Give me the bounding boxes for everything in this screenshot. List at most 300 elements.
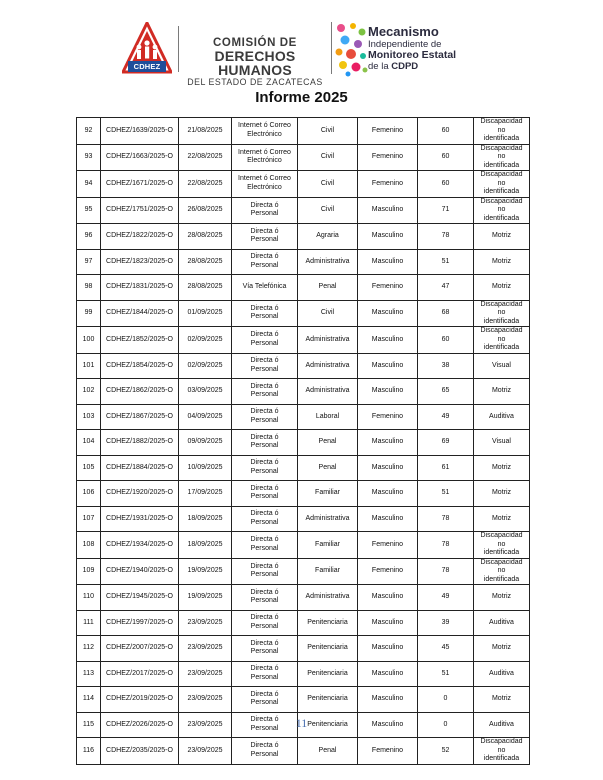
cell-sex: Femenino — [358, 118, 418, 145]
cell-channel-line: Directa ó — [250, 484, 279, 492]
cell-sex: Masculino — [358, 712, 418, 738]
report-table — [76, 117, 530, 765]
org-name-line-2: DERECHOS HUMANOS — [214, 48, 296, 78]
cell-date: 23/09/2025 — [179, 712, 232, 738]
cell-sex: Femenino — [358, 171, 418, 198]
cell-number: 106 — [77, 481, 101, 507]
cell-date: 10/09/2025 — [179, 455, 232, 481]
cell-sex: Masculino — [358, 197, 418, 224]
org-name-line-1: COMISIÓN DE — [213, 37, 297, 49]
cell-sex: Masculino — [358, 636, 418, 662]
cell-channel — [232, 197, 298, 224]
cell-age: 68 — [418, 300, 474, 327]
cell-channel-line: Internet ó Correo — [238, 175, 291, 183]
table-row — [77, 353, 530, 379]
cell-channel-line: Personal — [250, 210, 279, 218]
cell-sex: Masculino — [358, 430, 418, 456]
mecanismo-line-2: Independiente de — [368, 39, 442, 50]
cell-channel — [232, 327, 298, 354]
report-table-body — [77, 118, 530, 765]
cell-sex: Femenino — [358, 144, 418, 171]
cdhez-logo-abbrev: CDHEZ — [128, 61, 166, 72]
cell-case-file: CDHEZ/1931/2025-O — [101, 506, 179, 532]
cell-disability — [474, 636, 530, 662]
cell-disability — [474, 404, 530, 430]
cell-disability — [474, 610, 530, 636]
cell-channel — [232, 687, 298, 713]
cell-matter: Penal — [298, 738, 358, 765]
table-row — [77, 249, 530, 275]
cell-channel-line: Electrónico — [247, 183, 282, 191]
cell-channel — [232, 171, 298, 198]
cell-case-file: CDHEZ/1854/2025-O — [101, 353, 179, 379]
cell-matter: Penitenciaria — [298, 610, 358, 636]
cell-case-file: CDHEZ/1671/2025-O — [101, 171, 179, 198]
cell-matter: Administrativa — [298, 327, 358, 354]
cell-channel-line: Personal — [250, 544, 279, 552]
cell-sex: Masculino — [358, 506, 418, 532]
cell-channel-line: Personal — [250, 622, 279, 630]
cell-date: 17/09/2025 — [179, 481, 232, 507]
cell-channel — [232, 585, 298, 611]
cell-date: 28/08/2025 — [179, 275, 232, 301]
table-row — [77, 171, 530, 198]
cell-age: 60 — [418, 144, 474, 171]
cell-number: 109 — [77, 558, 101, 585]
cell-age: 65 — [418, 379, 474, 405]
cell-disability — [474, 249, 530, 275]
cell-date: 02/09/2025 — [179, 327, 232, 354]
cell-channel — [232, 300, 298, 327]
cell-channel — [232, 430, 298, 456]
cell-disability-line: Visual — [492, 438, 511, 445]
cell-matter: Administrativa — [298, 585, 358, 611]
cell-channel-line: Directa ó — [250, 304, 279, 312]
table-row — [77, 687, 530, 713]
cell-channel-line: Directa ó — [250, 331, 279, 339]
cell-channel-line: Directa ó — [250, 408, 279, 416]
table-row — [77, 506, 530, 532]
cell-disability — [474, 738, 530, 765]
cell-matter: Civil — [298, 300, 358, 327]
report-table-container — [76, 117, 529, 765]
cell-channel-line: Directa ó — [250, 201, 279, 209]
cell-matter: Civil — [298, 197, 358, 224]
cell-channel-line: Personal — [250, 442, 279, 450]
cell-disability-line: identificada — [483, 135, 520, 142]
cell-age: 47 — [418, 275, 474, 301]
cell-matter: Penitenciaria — [298, 687, 358, 713]
cell-disability-line: identificada — [483, 161, 520, 169]
cell-sex: Masculino — [358, 455, 418, 481]
cell-case-file: CDHEZ/1862/2025-O — [101, 379, 179, 405]
cell-case-file: CDHEZ/1882/2025-O — [101, 430, 179, 456]
cell-sex: Masculino — [358, 661, 418, 687]
cell-age: 69 — [418, 430, 474, 456]
cell-disability-line: Motriz — [491, 257, 512, 265]
cell-channel-line: Directa ó — [250, 665, 279, 673]
cell-channel-line: Personal — [250, 648, 279, 656]
cell-matter: Penitenciaria — [298, 636, 358, 662]
cell-case-file: CDHEZ/1823/2025-O — [101, 249, 179, 275]
cell-disability — [474, 144, 530, 171]
cell-disability — [474, 687, 530, 713]
cell-disability-line: Discapacidad no — [480, 738, 523, 754]
cell-disability — [474, 661, 530, 687]
cell-case-file: CDHEZ/1997/2025-O — [101, 610, 179, 636]
table-row — [77, 404, 530, 430]
cdhez-logo — [122, 22, 172, 74]
cell-channel — [232, 610, 298, 636]
cell-disability-line: Discapacidad no — [480, 532, 523, 548]
table-row — [77, 224, 530, 250]
cell-date: 23/09/2025 — [179, 661, 232, 687]
cell-date: 23/09/2025 — [179, 738, 232, 765]
cell-matter: Familiar — [298, 558, 358, 585]
page-number: 11 — [295, 716, 308, 730]
cell-channel-line: Directa ó — [250, 433, 279, 441]
cell-date: 19/09/2025 — [179, 585, 232, 611]
cell-number: 108 — [77, 532, 101, 559]
cell-channel-line: Internet ó Correo — [238, 122, 291, 130]
cell-channel-line: Personal — [250, 416, 279, 424]
cell-channel-line: Internet ó Correo — [238, 148, 291, 156]
cell-case-file: CDHEZ/1884/2025-O — [101, 455, 179, 481]
cell-matter: Administrativa — [298, 353, 358, 379]
cell-disability-line: Discapacidad no — [480, 558, 523, 574]
cell-channel — [232, 506, 298, 532]
cell-disability-line: Motriz — [491, 283, 512, 290]
cell-channel-line: Personal — [250, 724, 279, 732]
cell-channel-line: Directa ó — [250, 716, 279, 724]
cell-channel-line: Directa ó — [250, 588, 279, 596]
cell-channel-line: Directa ó — [250, 382, 279, 390]
cell-matter: Laboral — [298, 404, 358, 430]
cell-date: 03/09/2025 — [179, 379, 232, 405]
cell-case-file: CDHEZ/2035/2025-O — [101, 738, 179, 765]
cell-disability — [474, 353, 530, 379]
mecanismo-line-3: Monitoreo Estatal — [368, 49, 457, 61]
cell-sex: Masculino — [358, 687, 418, 713]
cell-age: 60 — [418, 118, 474, 145]
cell-age: 0 — [418, 712, 474, 738]
cell-number: 97 — [77, 249, 101, 275]
table-row — [77, 481, 530, 507]
cell-date: 02/09/2025 — [179, 353, 232, 379]
cell-date: 01/09/2025 — [179, 300, 232, 327]
cell-sex: Masculino — [358, 379, 418, 405]
cell-channel — [232, 636, 298, 662]
cell-channel-line: Personal — [250, 571, 279, 579]
table-row — [77, 430, 530, 456]
cell-disability-line: Motriz — [491, 463, 512, 471]
cell-case-file: CDHEZ/1920/2025-O — [101, 481, 179, 507]
table-row — [77, 738, 530, 765]
cell-channel — [232, 661, 298, 687]
cell-sex: Femenino — [358, 532, 418, 559]
cell-disability — [474, 558, 530, 585]
cell-age: 49 — [418, 404, 474, 430]
cell-date: 19/09/2025 — [179, 558, 232, 585]
cell-disability — [474, 379, 530, 405]
table-row — [77, 558, 530, 585]
header-divider — [178, 26, 179, 72]
cell-number: 116 — [77, 738, 101, 765]
cell-disability-line: identificada — [483, 317, 520, 325]
cell-channel-line: Personal — [250, 313, 279, 321]
cell-number: 92 — [77, 118, 101, 145]
document-header — [0, 0, 603, 87]
cell-matter: Familiar — [298, 532, 358, 559]
cell-date: 18/09/2025 — [179, 506, 232, 532]
cell-case-file: CDHEZ/2026/2025-O — [101, 712, 179, 738]
cell-date: 23/09/2025 — [179, 636, 232, 662]
cell-disability — [474, 327, 530, 354]
cell-disability-line: Auditiva — [489, 669, 514, 677]
cell-channel-line: Personal — [250, 673, 279, 681]
cell-age: 60 — [418, 327, 474, 354]
cell-number: 113 — [77, 661, 101, 687]
cell-disability — [474, 455, 530, 481]
cell-age: 0 — [418, 687, 474, 713]
cell-disability-line: Motriz — [491, 232, 512, 239]
cell-sex: Femenino — [358, 404, 418, 430]
cell-age: 78 — [418, 532, 474, 559]
cell-channel-line: Directa ó — [250, 227, 279, 235]
cell-number: 101 — [77, 353, 101, 379]
cell-disability-line: Motriz — [491, 695, 512, 702]
cell-case-file: CDHEZ/1663/2025-O — [101, 144, 179, 171]
cell-channel-line: Personal — [250, 236, 279, 244]
cell-sex: Femenino — [358, 738, 418, 765]
table-row — [77, 327, 530, 354]
cell-case-file: CDHEZ/1639/2025-O — [101, 118, 179, 145]
cell-channel — [232, 118, 298, 145]
cell-case-file: CDHEZ/1751/2025-O — [101, 197, 179, 224]
cell-matter: Penal — [298, 275, 358, 301]
cell-channel — [232, 275, 298, 301]
table-row — [77, 275, 530, 301]
cell-channel-line: Vía Telefónica — [242, 283, 287, 290]
cell-disability-line: Auditiva — [489, 618, 514, 626]
cell-matter: Familiar — [298, 481, 358, 507]
cell-case-file: CDHEZ/1945/2025-O — [101, 585, 179, 611]
cell-disability-line: identificada — [483, 188, 520, 195]
cell-disability — [474, 300, 530, 327]
cell-case-file: CDHEZ/1822/2025-O — [101, 224, 179, 250]
cell-number: 111 — [77, 610, 101, 636]
cell-matter: Civil — [298, 144, 358, 171]
table-row — [77, 661, 530, 687]
cell-age: 61 — [418, 455, 474, 481]
cell-disability-line: Discapacidad no — [480, 300, 523, 316]
cell-disability-line: Motriz — [491, 593, 512, 600]
cell-channel-line: Directa ó — [250, 510, 279, 518]
cell-channel — [232, 404, 298, 430]
cell-number: 110 — [77, 585, 101, 611]
cell-case-file: CDHEZ/2017/2025-O — [101, 661, 179, 687]
cell-date: 28/08/2025 — [179, 224, 232, 250]
cell-channel-line: Personal — [250, 365, 279, 373]
cell-age: 52 — [418, 738, 474, 765]
report-title: Informe 2025 — [255, 89, 348, 106]
cell-disability-line: identificada — [483, 755, 520, 762]
cell-disability-line: Discapacidad no — [480, 197, 523, 213]
cell-number: 114 — [77, 687, 101, 713]
cell-channel — [232, 249, 298, 275]
mecanismo-name — [368, 25, 488, 75]
table-row — [77, 118, 530, 145]
cell-disability-line: Motriz — [491, 489, 512, 496]
cell-number: 100 — [77, 327, 101, 354]
cell-sex: Femenino — [358, 558, 418, 585]
table-row — [77, 532, 530, 559]
cell-sex: Masculino — [358, 249, 418, 275]
cell-age: 51 — [418, 661, 474, 687]
cell-channel-line: Directa ó — [250, 742, 279, 750]
cell-channel-line: Personal — [250, 467, 279, 475]
cell-matter: Penitenciaria — [298, 712, 358, 738]
cell-number: 93 — [77, 144, 101, 171]
cell-sex: Masculino — [358, 353, 418, 379]
cell-date: 28/08/2025 — [179, 249, 232, 275]
cell-sex: Masculino — [358, 327, 418, 354]
cell-channel-line: Personal — [250, 518, 279, 526]
table-row — [77, 379, 530, 405]
cell-matter: Penitenciaria — [298, 661, 358, 687]
cell-number: 105 — [77, 455, 101, 481]
cell-channel-line: Directa ó — [250, 357, 279, 365]
cell-channel-line: Personal — [250, 391, 279, 399]
cell-disability-line: Discapacidad no — [480, 144, 523, 160]
mecanismo-line-4 — [368, 61, 488, 72]
cell-channel — [232, 558, 298, 585]
cell-disability — [474, 171, 530, 198]
cell-channel — [232, 353, 298, 379]
cell-case-file: CDHEZ/1940/2025-O — [101, 558, 179, 585]
cell-sex: Masculino — [358, 610, 418, 636]
mecanismo-line-4-bold: CDPD — [391, 61, 419, 72]
cell-number: 107 — [77, 506, 101, 532]
cell-channel-line: Directa ó — [250, 690, 279, 698]
cell-age: 71 — [418, 197, 474, 224]
cell-disability-line: identificada — [483, 214, 520, 222]
org-name-line-3: DEL ESTADO DE ZACATECAS — [187, 77, 323, 87]
table-row — [77, 300, 530, 327]
cell-date: 09/09/2025 — [179, 430, 232, 456]
cell-age: 51 — [418, 249, 474, 275]
mecanismo-logo — [333, 20, 369, 78]
cell-number: 98 — [77, 275, 101, 301]
cell-case-file: CDHEZ/1867/2025-O — [101, 404, 179, 430]
table-row — [77, 636, 530, 662]
cell-disability-line: Auditiva — [489, 720, 514, 728]
organization-name — [182, 37, 328, 87]
cell-disability-line: Motriz — [491, 644, 512, 651]
cell-case-file: CDHEZ/2019/2025-O — [101, 687, 179, 713]
cell-matter: Administrativa — [298, 379, 358, 405]
cell-age: 39 — [418, 610, 474, 636]
cell-channel — [232, 144, 298, 171]
cell-disability-line: Motriz — [491, 514, 512, 522]
cell-disability — [474, 118, 530, 145]
cell-case-file: CDHEZ/1852/2025-O — [101, 327, 179, 354]
cell-number: 115 — [77, 712, 101, 738]
cell-channel-line: Directa ó — [250, 639, 279, 647]
cell-channel-line: Electrónico — [247, 157, 282, 165]
cell-case-file: CDHEZ/1934/2025-O — [101, 532, 179, 559]
cell-sex: Femenino — [358, 275, 418, 301]
cell-date: 04/09/2025 — [179, 404, 232, 430]
cell-age: 51 — [418, 481, 474, 507]
cell-disability-line: Motriz — [491, 387, 512, 394]
cell-date: 23/09/2025 — [179, 610, 232, 636]
cell-disability-line: Visual — [492, 361, 511, 369]
cell-date: 21/08/2025 — [179, 118, 232, 145]
cell-channel-line: Directa ó — [250, 562, 279, 570]
cell-case-file: CDHEZ/2007/2025-O — [101, 636, 179, 662]
cell-age: 49 — [418, 585, 474, 611]
cell-disability — [474, 430, 530, 456]
cell-age: 78 — [418, 506, 474, 532]
cell-channel-line: Personal — [250, 750, 279, 758]
cell-channel-line: Personal — [250, 597, 279, 605]
cell-date: 22/08/2025 — [179, 171, 232, 198]
cell-case-file: CDHEZ/1831/2025-O — [101, 275, 179, 301]
header-divider — [331, 22, 332, 74]
cell-number: 96 — [77, 224, 101, 250]
cell-date: 23/09/2025 — [179, 687, 232, 713]
cell-channel — [232, 738, 298, 765]
cell-channel-line: Personal — [250, 493, 279, 501]
cell-disability — [474, 585, 530, 611]
table-row — [77, 585, 530, 611]
cell-disability-line: identificada — [483, 344, 520, 351]
cell-age: 78 — [418, 224, 474, 250]
table-row — [77, 455, 530, 481]
cell-age: 38 — [418, 353, 474, 379]
cell-number: 94 — [77, 171, 101, 198]
cell-disability-line: Discapacidad no — [480, 118, 523, 134]
cell-disability — [474, 532, 530, 559]
cell-date: 18/09/2025 — [179, 532, 232, 559]
cell-age: 45 — [418, 636, 474, 662]
cell-channel-line: Personal — [250, 339, 279, 347]
cell-disability-line: Auditiva — [489, 412, 514, 420]
cell-disability — [474, 481, 530, 507]
cell-sex: Masculino — [358, 224, 418, 250]
cell-disability-line: identificada — [483, 549, 520, 556]
cell-channel — [232, 224, 298, 250]
cell-number: 104 — [77, 430, 101, 456]
table-row — [77, 610, 530, 636]
cell-matter: Penal — [298, 455, 358, 481]
cell-matter: Administrativa — [298, 249, 358, 275]
cell-channel-line: Electrónico — [247, 130, 282, 138]
cell-disability — [474, 275, 530, 301]
cell-disability — [474, 224, 530, 250]
cell-matter: Civil — [298, 171, 358, 198]
cell-disability-line: identificada — [483, 575, 520, 583]
cell-disability — [474, 506, 530, 532]
cell-matter: Administrativa — [298, 506, 358, 532]
cell-channel-line: Directa ó — [250, 459, 279, 467]
cell-channel-line: Personal — [250, 261, 279, 269]
cell-channel-line: Directa ó — [250, 536, 279, 544]
cell-disability-line: Discapacidad no — [480, 327, 523, 343]
cell-case-file: CDHEZ/1844/2025-O — [101, 300, 179, 327]
cell-sex: Masculino — [358, 300, 418, 327]
